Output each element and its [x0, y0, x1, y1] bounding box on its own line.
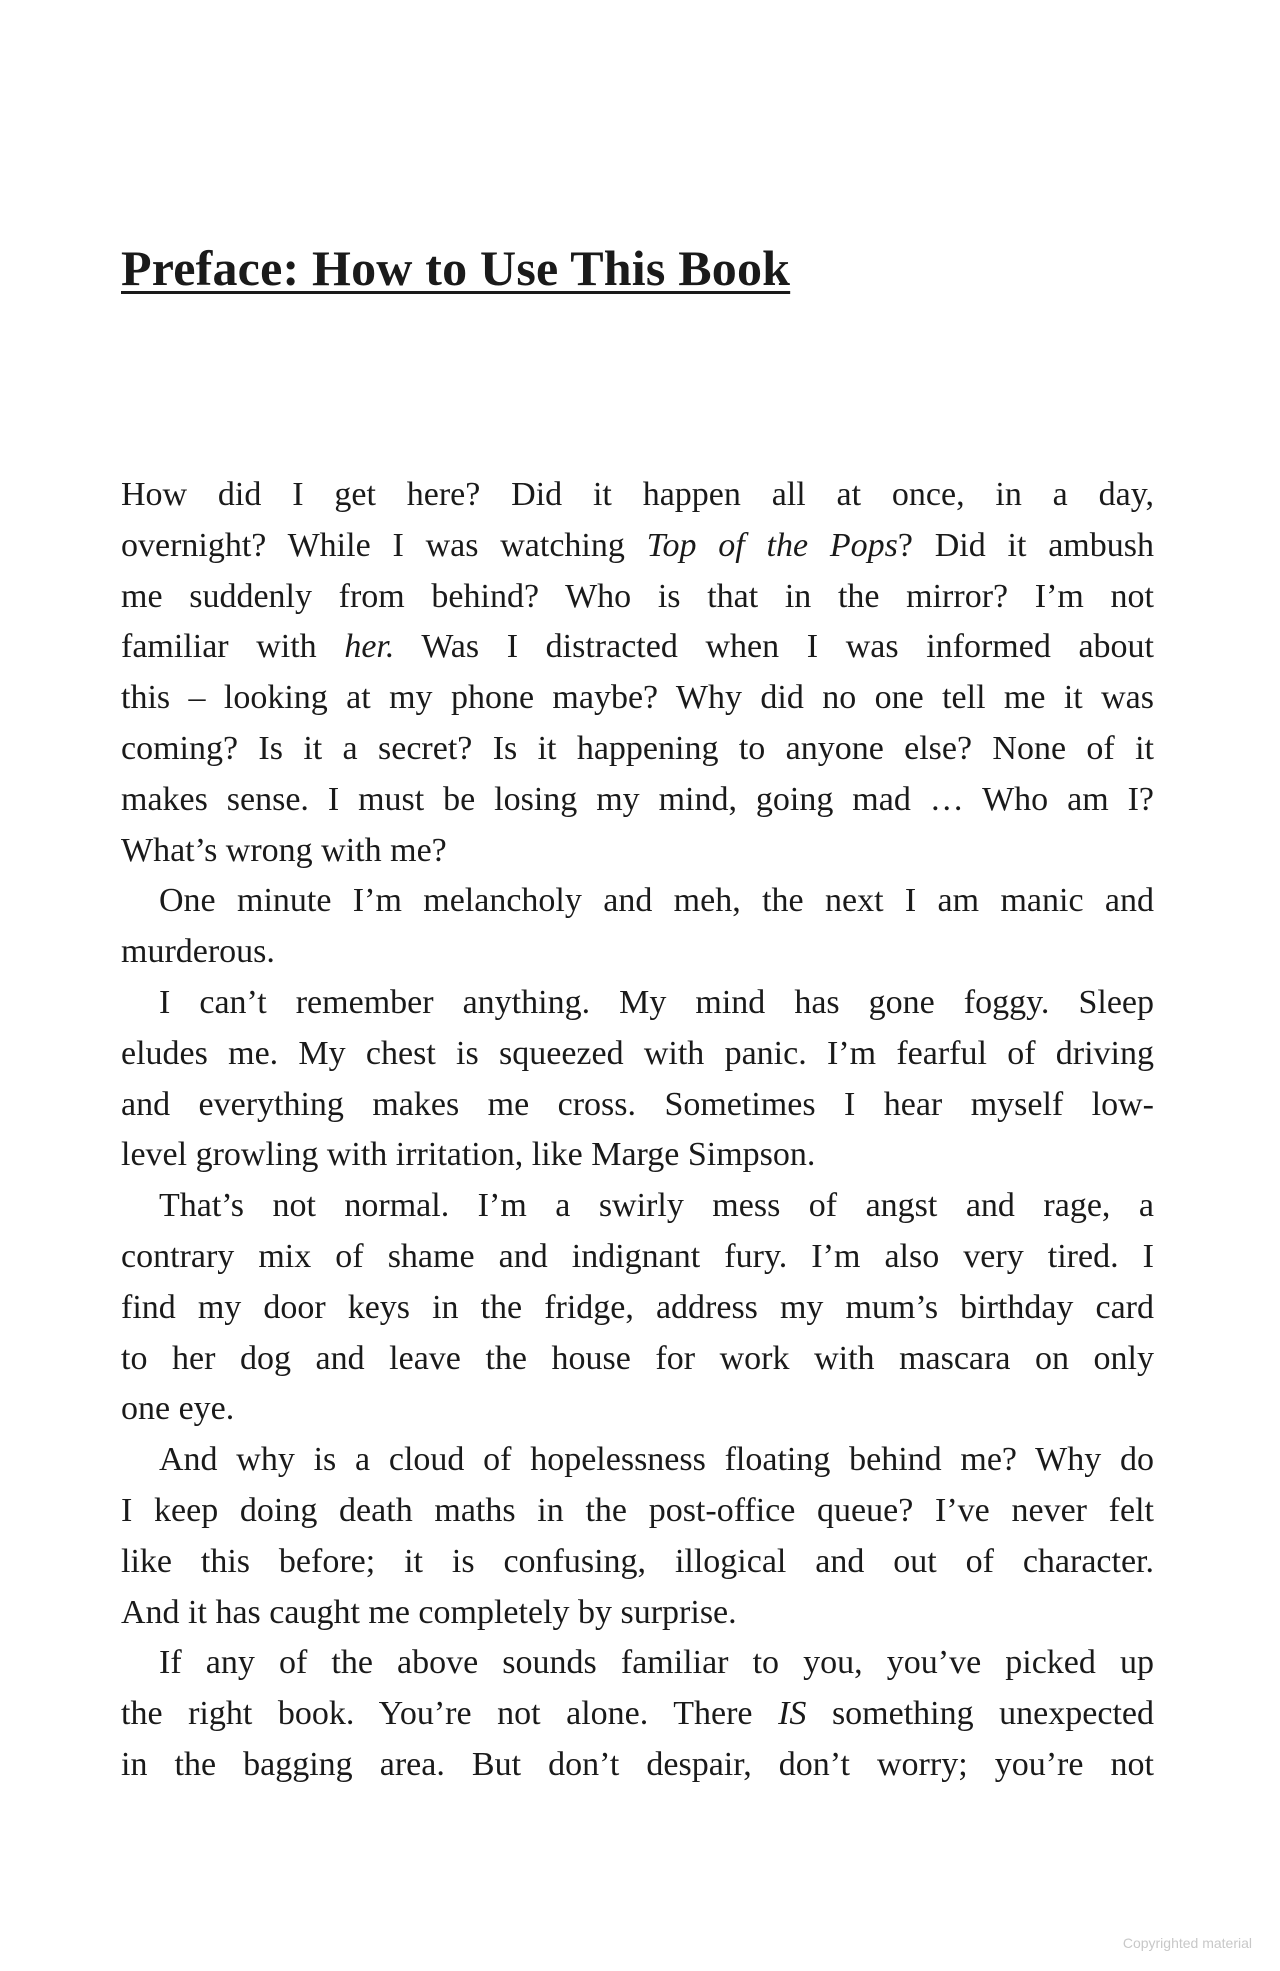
emphasis: her. — [344, 628, 395, 666]
text-line: What’s wrong with me? — [121, 831, 447, 869]
text-line: coming? Is it a secret? Is it happening to anyone else? None of it — [121, 729, 1154, 767]
text-line: the right book. You’re not alone. There IS something unexpected — [121, 1695, 1154, 1733]
text-line: overnight? While I was watching Top of the Pops? Did it ambush — [121, 526, 1154, 564]
paragraph — [121, 1435, 1154, 1638]
text-line: familiar with her. Was I distracted when I was informed about — [121, 628, 1154, 666]
chapter-title: Preface: How to Use This Book — [121, 240, 791, 296]
text-line: murderous. — [121, 933, 275, 971]
text-line: And it has caught me completely by surprise. — [121, 1593, 737, 1631]
text-line: makes sense. I must be losing my mind, going mad … Who am I? — [121, 780, 1154, 818]
paragraph — [121, 470, 1154, 876]
text-line: That’s not normal. I’m a swirly mess of angst and rage, a — [159, 1187, 1154, 1225]
text-line: me suddenly from behind? Who is that in the mirror? I’m not — [121, 577, 1154, 615]
emphasis: Top of the Pops — [646, 526, 898, 564]
text-line: And why is a cloud of hopelessness floating behind me? Why do — [159, 1441, 1154, 1479]
paragraph — [121, 1638, 1154, 1790]
text-line: this – looking at my phone maybe? Why did no one tell me it was — [121, 679, 1154, 717]
paragraph — [121, 978, 1154, 1181]
paragraph — [121, 1181, 1154, 1435]
body-text — [121, 470, 1154, 1791]
text-line: in the bagging area. But don’t despair, don’t worry; you’re not — [121, 1745, 1154, 1783]
text-line: and everything makes me cross. Sometimes I hear myself low- — [121, 1085, 1154, 1123]
text-line: One minute I’m melancholy and meh, the next I am manic and — [159, 882, 1154, 920]
text-line: one eye. — [121, 1390, 235, 1428]
text-line: If any of the above sounds familiar to you, you’ve picked up — [159, 1644, 1154, 1682]
text-line: level growling with irritation, like Marge Simpson. — [121, 1136, 816, 1174]
text-line: contrary mix of shame and indignant fury. I’m also very tired. I — [121, 1237, 1154, 1275]
text-line: eludes me. My chest is squeezed with panic. I’m fearful of driving — [121, 1034, 1154, 1072]
text-line: like this before; it is confusing, illogical and out of character. — [121, 1542, 1154, 1580]
emphasis: IS — [778, 1695, 807, 1733]
text-line: I can’t remember anything. My mind has gone foggy. Sleep — [159, 983, 1154, 1021]
paragraph — [121, 876, 1154, 978]
copyright-watermark: Copyrighted material — [1122, 1935, 1252, 1951]
text-line: I keep doing death maths in the post-office queue? I’ve never felt — [121, 1491, 1154, 1529]
text-line: find my door keys in the fridge, address my mum’s birthday card — [121, 1288, 1154, 1326]
text-line: How did I get here? Did it happen all at once, in a day, — [121, 476, 1154, 513]
text-line: to her dog and leave the house for work with mascara on only — [121, 1339, 1154, 1377]
